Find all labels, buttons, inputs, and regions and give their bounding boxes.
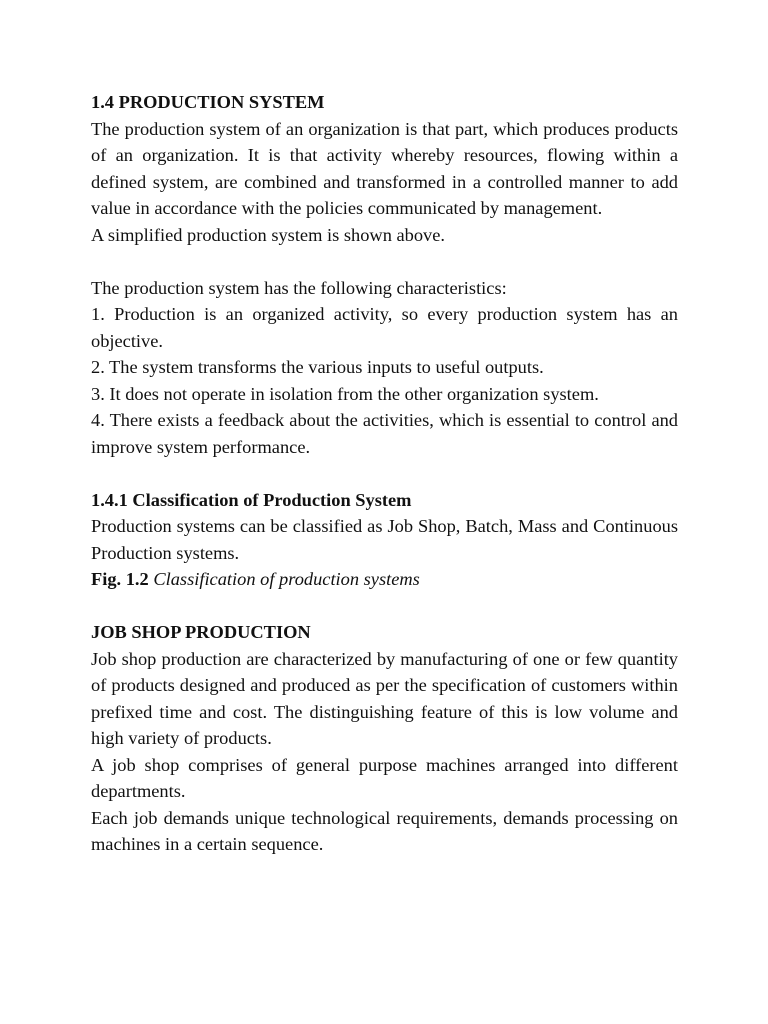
section-heading-job-shop: JOB SHOP PRODUCTION: [91, 622, 311, 642]
figure-caption: Classification of production systems: [153, 569, 420, 589]
figure-reference: [91, 566, 678, 593]
characteristic-item-4: 4. There exists a feedback about the activities, which is essential to control and improve system performance.: [91, 410, 678, 457]
figure-label: Fig. 1.2: [91, 569, 149, 589]
characteristic-item-2: 2. The system transforms the various inputs to useful outputs.: [91, 357, 544, 377]
simplified-system-note: A simplified production system is shown above.: [91, 224, 445, 245]
paragraph-gap: [91, 248, 678, 275]
job-shop-paragraph-1: Job shop production are characterized by manufacturing of one or few quantity of products designed and produced as per the specification of customers within prefixed time and cost. The distinguishing feature of this is low volume and high variety of products.: [91, 648, 678, 748]
classification-paragraph: Production systems can be classified as Job Shop, Batch, Mass and Continuous Production systems.: [91, 516, 678, 563]
characteristic-item-1: 1. Production is an organized activity, so every production system has an objective.: [91, 304, 678, 351]
section-heading-classification: 1.4.1 Classification of Production System: [91, 489, 412, 510]
characteristics-intro: The production system has the following characteristics:: [91, 277, 507, 298]
job-shop-paragraph-3: Each job demands unique technological requirements, demands processing on machines in a certain sequence.: [91, 807, 678, 854]
job-shop-paragraph-2: A job shop comprises of general purpose machines arranged into different departments.: [91, 754, 678, 801]
production-system-definition: The production system of an organization is that part, which produces products of an organization. It is that activity whereby resources, flowing within a defined system, are combined and transformed in a controlled manner to add value in accordance with the policies communicated by management.: [91, 118, 678, 218]
paragraph-gap: [91, 460, 678, 487]
paragraph-gap: [91, 593, 678, 620]
section-heading-production-system: 1.4 PRODUCTION SYSTEM: [91, 92, 325, 112]
characteristic-item-3: 3. It does not operate in isolation from the other organization system.: [91, 383, 599, 404]
